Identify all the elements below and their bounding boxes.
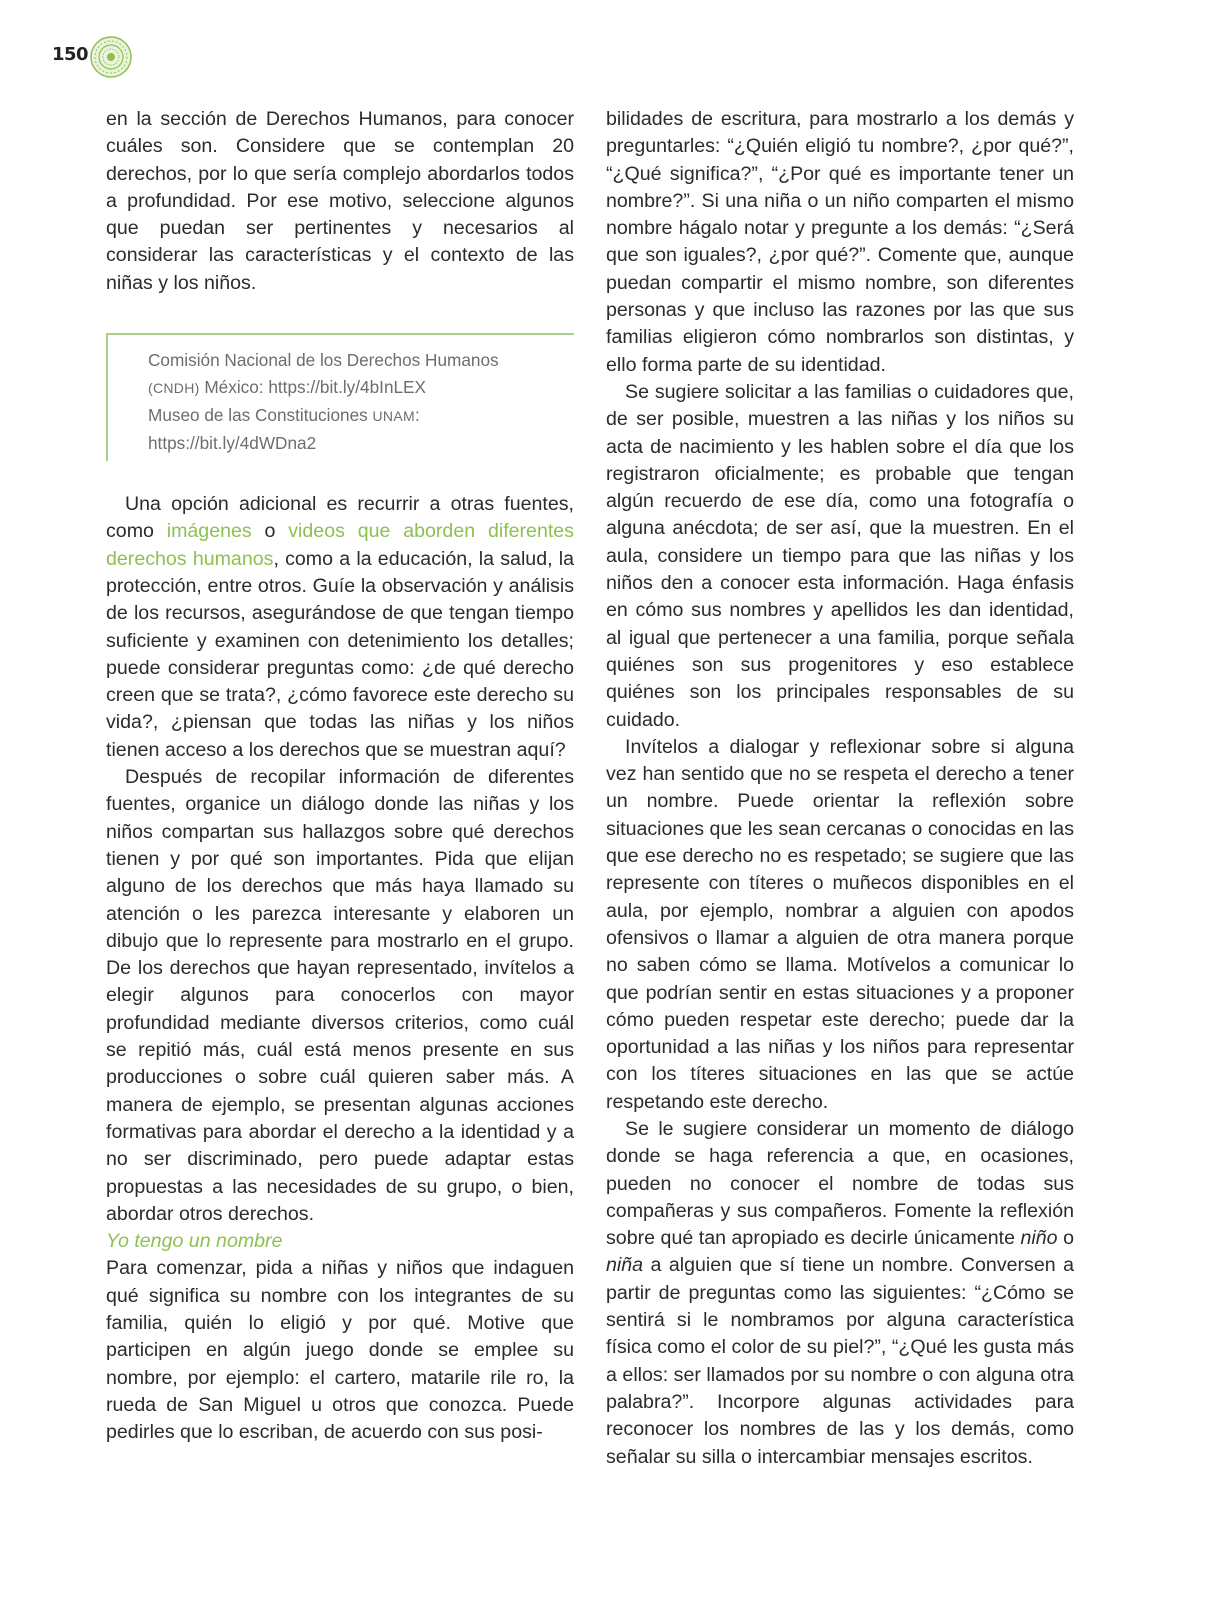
- right-column: [606, 106, 1074, 1471]
- emphasis-text: niño: [1020, 1227, 1058, 1250]
- left-column: [106, 106, 574, 1446]
- videos-link[interactable]: videos que aborden diferentes derechos humanos: [106, 520, 574, 570]
- reference-text: Museo de las Constituciones: [148, 405, 373, 426]
- paragraph: [606, 1116, 1074, 1471]
- reference-line: Comisión Nacional de los Derechos Humanos: [148, 350, 499, 371]
- reference-line: [148, 402, 574, 430]
- section-title: Yo tengo un nombre: [106, 1230, 283, 1253]
- reference-abbr: UNAM: [372, 408, 415, 425]
- paragraph-text: , como a la educación, la salud, la protección, entre otros. Guíe la observación y análisis de los recursos, asegurándose de que tengan tiempo suficiente y examinen con detenimiento los detalles; puede considerar preguntas como: ¿de qué derecho creen que se trata?, ¿cómo favorece este derecho su vida?, ¿piensan que todas las niñas y los niños tienen acceso a los derechos que se muestran aquí?: [106, 547, 575, 761]
- paragraph: Para comenzar, pida a niñas y niños que indaguen qué significa su nombre con los integrantes de su familia, quién lo eligió y por qué. Motive que participen en algún juego donde se emplee su nombre, por ejemplo: el cartero, matarile rile ro, la rueda de San Miguel u otros que conozca. Puede pedirles que lo escriban, de acuerdo con sus posi-: [106, 1257, 574, 1444]
- paragraph: bilidades de escritura, para mostrarlo a los demás y preguntarles: “¿Quién eligió tu nombre?, ¿por qué?”, “¿Qué significa?”, “¿Por qué es importante tener un nombre?”. Si una niña o un niño comparten el mismo nombre hágalo notar y pregunte a los demás: “¿Será que son iguales?, ¿por qué?”. Comente que, aunque puedan compartir el mismo nombre, son diferentes personas y que incluso las razones por las que sus familias eligieron cómo nombrarlos son distintas, y ello forma parte de su identidad.: [606, 108, 1074, 376]
- reference-link[interactable]: https://bit.ly/4dWDna2: [148, 433, 317, 454]
- reference-colon: :: [414, 405, 420, 426]
- paragraph-text: Una opción adicional es recurrir a otras fuentes, como: [106, 493, 574, 543]
- emphasis-text: niña: [606, 1254, 644, 1277]
- reference-link[interactable]: México: https://bit.ly/4bInLEX: [199, 377, 426, 398]
- paragraph-text: o: [251, 520, 289, 543]
- paragraph: Se sugiere solicitar a las familias o cuidadores que, de ser posible, muestren a las niñas y los niños su acta de nacimiento y les hablen sobre el día que los registraron oficialmente; es probable que tengan algún recuerdo de ese día, como una fotografía o alguna anécdota; de ser así, que la muestren. En el aula, considere un tiempo para que las niñas y los niños den a conocer esta información. Haga énfasis en cómo sus nombres y apellidos les dan identidad, al igual que pertenecer a una familia, porque señala quiénes son sus progenitores y eso establece quiénes son los principales responsables de su cuidado.: [606, 380, 1074, 731]
- reference-box: [106, 333, 574, 461]
- paragraph: Invítelos a dialogar y reflexionar sobre si alguna vez han sentido que no se respeta el derecho a tener un nombre. Puede orientar la reflexión sobre situaciones que les sean cercanas o conocidas en las que ese derecho no es respetado; se sugiere que las represente con títeres o muñecos disponibles en el aula, por ejemplo, nombrar a alguien con apodos ofensivos o llamar a alguien de otra manera porque no saben cómo se llama. Motívelos a comunicar lo que podrían sentir en estas situaciones y a proponer cómo pueden respetar este derecho; puede dar la oportunidad a las niñas y los niños para representar con los títeres situaciones en las que se actúe respetando este derecho.: [606, 735, 1074, 1113]
- reference-line: [148, 374, 574, 402]
- green-circular-seal-icon: [90, 36, 132, 78]
- paragraph-text: a alguien que sí tiene un nombre. Conversen a partir de preguntas como las siguientes: “¿Cómo se sentirá si le nombramos por alguna característica física como el color de su piel?”, “¿Qué les gusta más a ellos: ser llamados por su nombre o con alguna otra palabra?”. Incorpore algunas actividades para reconocer los nombres de las y los demás, como señalar su silla o intercambiar mensajes escritos.: [606, 1254, 1074, 1468]
- paragraph: en la sección de Derechos Humanos, para conocer cuáles son. Considere que se contemplan 20 derechos, por lo que sería complejo abordarlos todos a profundidad. Por ese motivo, seleccione algunos que puedan ser pertinentes y necesarios al considerar las características y el contexto de las niñas y los niños.: [106, 108, 574, 294]
- page-number: 150: [52, 44, 89, 65]
- paragraph: [106, 491, 574, 764]
- paragraph-text: Se le sugiere considerar un momento de diálogo donde se haga referencia a que, en ocasiones, pueden no conocer el nombre de todas sus compañeras y sus compañeros. Fomente la reflexión sobre qué tan apropiado es decirle únicamente: [606, 1117, 1074, 1250]
- paragraph: Después de recopilar información de diferentes fuentes, organice un diálogo donde las niñas y los niños compartan sus hallazgos sobre qué derechos tienen y por qué son importantes. Pida que elijan alguno de los derechos que más haya llamado su atención o les parezca interesante y elaboren un dibujo que lo represente para mostrarlo en el grupo. De los derechos que hayan representado, invítelos a elegir algunos para conocerlos con mayor profundidad mediante diversos criterios, como cuál se repitió más, cuál está menos presente en sus producciones o sobre cuál quieren saber más. A manera de ejemplo, se presentan algunas acciones formativas para abordar el derecho a la identidad y a no ser discriminado, pero puede adaptar estas propuestas a las necesidades de su grupo, o bien, abordar otros derechos.: [106, 766, 574, 1225]
- images-link[interactable]: imágenes: [166, 520, 252, 543]
- paragraph-text: o: [1057, 1227, 1075, 1250]
- reference-abbr: (CNDH): [148, 380, 200, 397]
